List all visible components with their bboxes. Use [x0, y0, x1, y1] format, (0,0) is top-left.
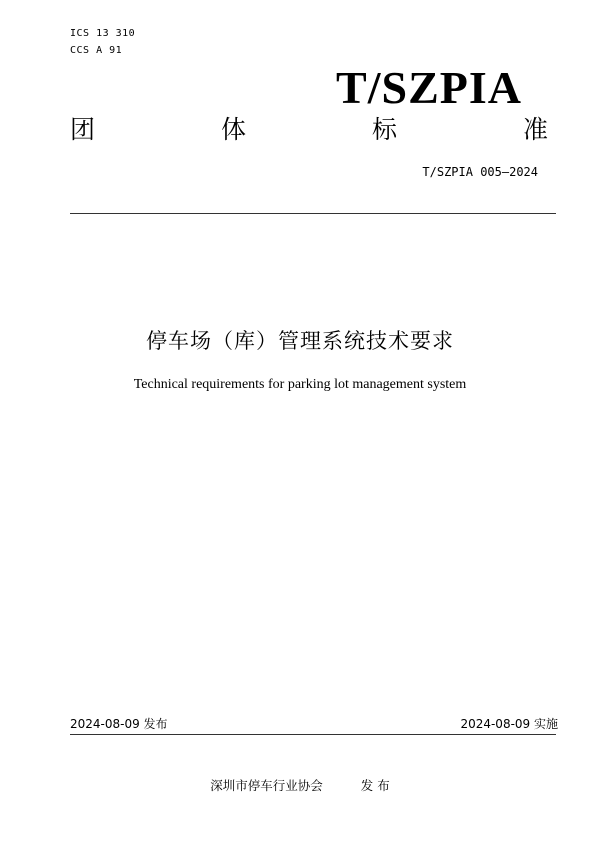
ccs-code: CCS A 91 — [70, 45, 123, 56]
organization-code: T/SZPIA — [336, 62, 522, 113]
issuer-name: 深圳市停车行业协会 — [210, 778, 323, 793]
standard-type — [70, 113, 548, 147]
document-title-chinese: 停车场（库）管理系统技术要求 — [146, 329, 454, 353]
standard-number: T/SZPIA 005—2024 — [422, 165, 538, 179]
top-divider — [70, 213, 556, 214]
implement-date: 2024-08-09 实施 — [460, 717, 558, 731]
standard-type-char: 标 — [371, 115, 397, 144]
standard-type-char: 准 — [522, 115, 548, 144]
issuer-line — [0, 776, 600, 794]
issue-word: 发 布 — [360, 778, 390, 793]
publish-date: 2024-08-09 发布 — [70, 717, 168, 731]
bottom-divider — [70, 734, 556, 735]
standard-type-char: 团 — [70, 115, 96, 144]
standard-type-char: 体 — [220, 115, 246, 144]
ics-code: ICS 13 310 — [70, 28, 136, 39]
document-title-english: Technical requirements for parking lot management system — [133, 377, 467, 392]
